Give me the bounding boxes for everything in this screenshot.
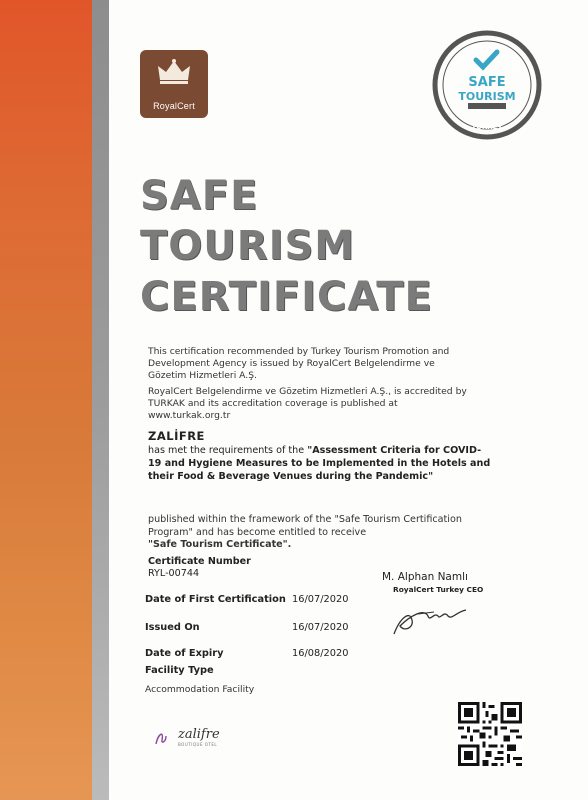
certificate-number-label: Certificate Number	[148, 556, 251, 567]
expiry-date: 16/08/2020	[292, 648, 349, 659]
royalcert-logo	[140, 50, 208, 118]
logo-text: RoyalCert	[153, 101, 195, 111]
seal-bottom: TURKEY	[471, 123, 503, 131]
zalifre-logo-text: zalifre	[178, 727, 220, 742]
certificate-number: RYL-00744	[148, 568, 200, 579]
orange-side-band	[0, 0, 92, 800]
requirements-statement	[148, 444, 493, 483]
met-prefix: has met the requirements of the	[148, 445, 308, 456]
seal-top-text: CERTIFICATE OF	[451, 45, 523, 73]
safe-tourism-seal	[432, 30, 542, 140]
first-certification-date: 16/07/2020	[292, 594, 349, 605]
title-line-1: SAFE	[140, 173, 259, 219]
published-text: published within the framework of the "Safe Tourism Certification Program" and has become entitled to receive	[148, 514, 462, 538]
facility-type: Accommodation Facility	[145, 684, 255, 695]
title-line-3: CERTIFICATE	[140, 274, 433, 320]
signature	[390, 598, 470, 640]
published-statement	[148, 514, 468, 552]
qr-code	[458, 702, 522, 766]
title-line-2: TOURISM	[140, 223, 356, 269]
flower-icon	[156, 734, 166, 744]
intro-paragraph-1: This certification recommended by Turkey Tourism Promotion and Development Agency is issued by RoyalCert Belgelendirme ve Gözetim Hizmetleri A.Ş.	[148, 346, 450, 381]
issued-on-date: 16/07/2020	[292, 622, 349, 633]
expiry-label: Date of Expiry	[145, 648, 224, 659]
seal-line1: SAFE	[468, 75, 506, 90]
recipient-name: ZALİFRE	[148, 429, 205, 443]
signatory-name: M. Alphan Namlı	[382, 571, 468, 583]
certificate-name: "Safe Tourism Certificate".	[148, 539, 292, 550]
first-certification-label: Date of First Certification	[145, 594, 286, 605]
issued-on-label: Issued On	[145, 622, 200, 633]
zalifre-logo	[152, 722, 232, 750]
criteria-title: "Assessment Criteria for COVID-19 and Hygiene Measures to be Implemented in the Hotels and their Food & Beverage Venues during the Pandemic"	[148, 445, 491, 482]
intro-paragraph-2: RoyalCert Belgelendirme ve Gözetim Hizmetleri A.Ş., is accredited by TURKAK and its accreditation coverage is published at www.turkak.org.tr	[148, 386, 467, 421]
facility-type-label: Facility Type	[145, 665, 214, 676]
zalifre-logo-sub: BOUTIQUE OTEL	[178, 742, 218, 747]
seal-line2: TOURISM	[458, 90, 516, 103]
signatory-title: RoyalCert Turkey CEO	[393, 585, 484, 594]
crown-icon	[156, 58, 192, 86]
grey-side-band	[92, 0, 109, 800]
